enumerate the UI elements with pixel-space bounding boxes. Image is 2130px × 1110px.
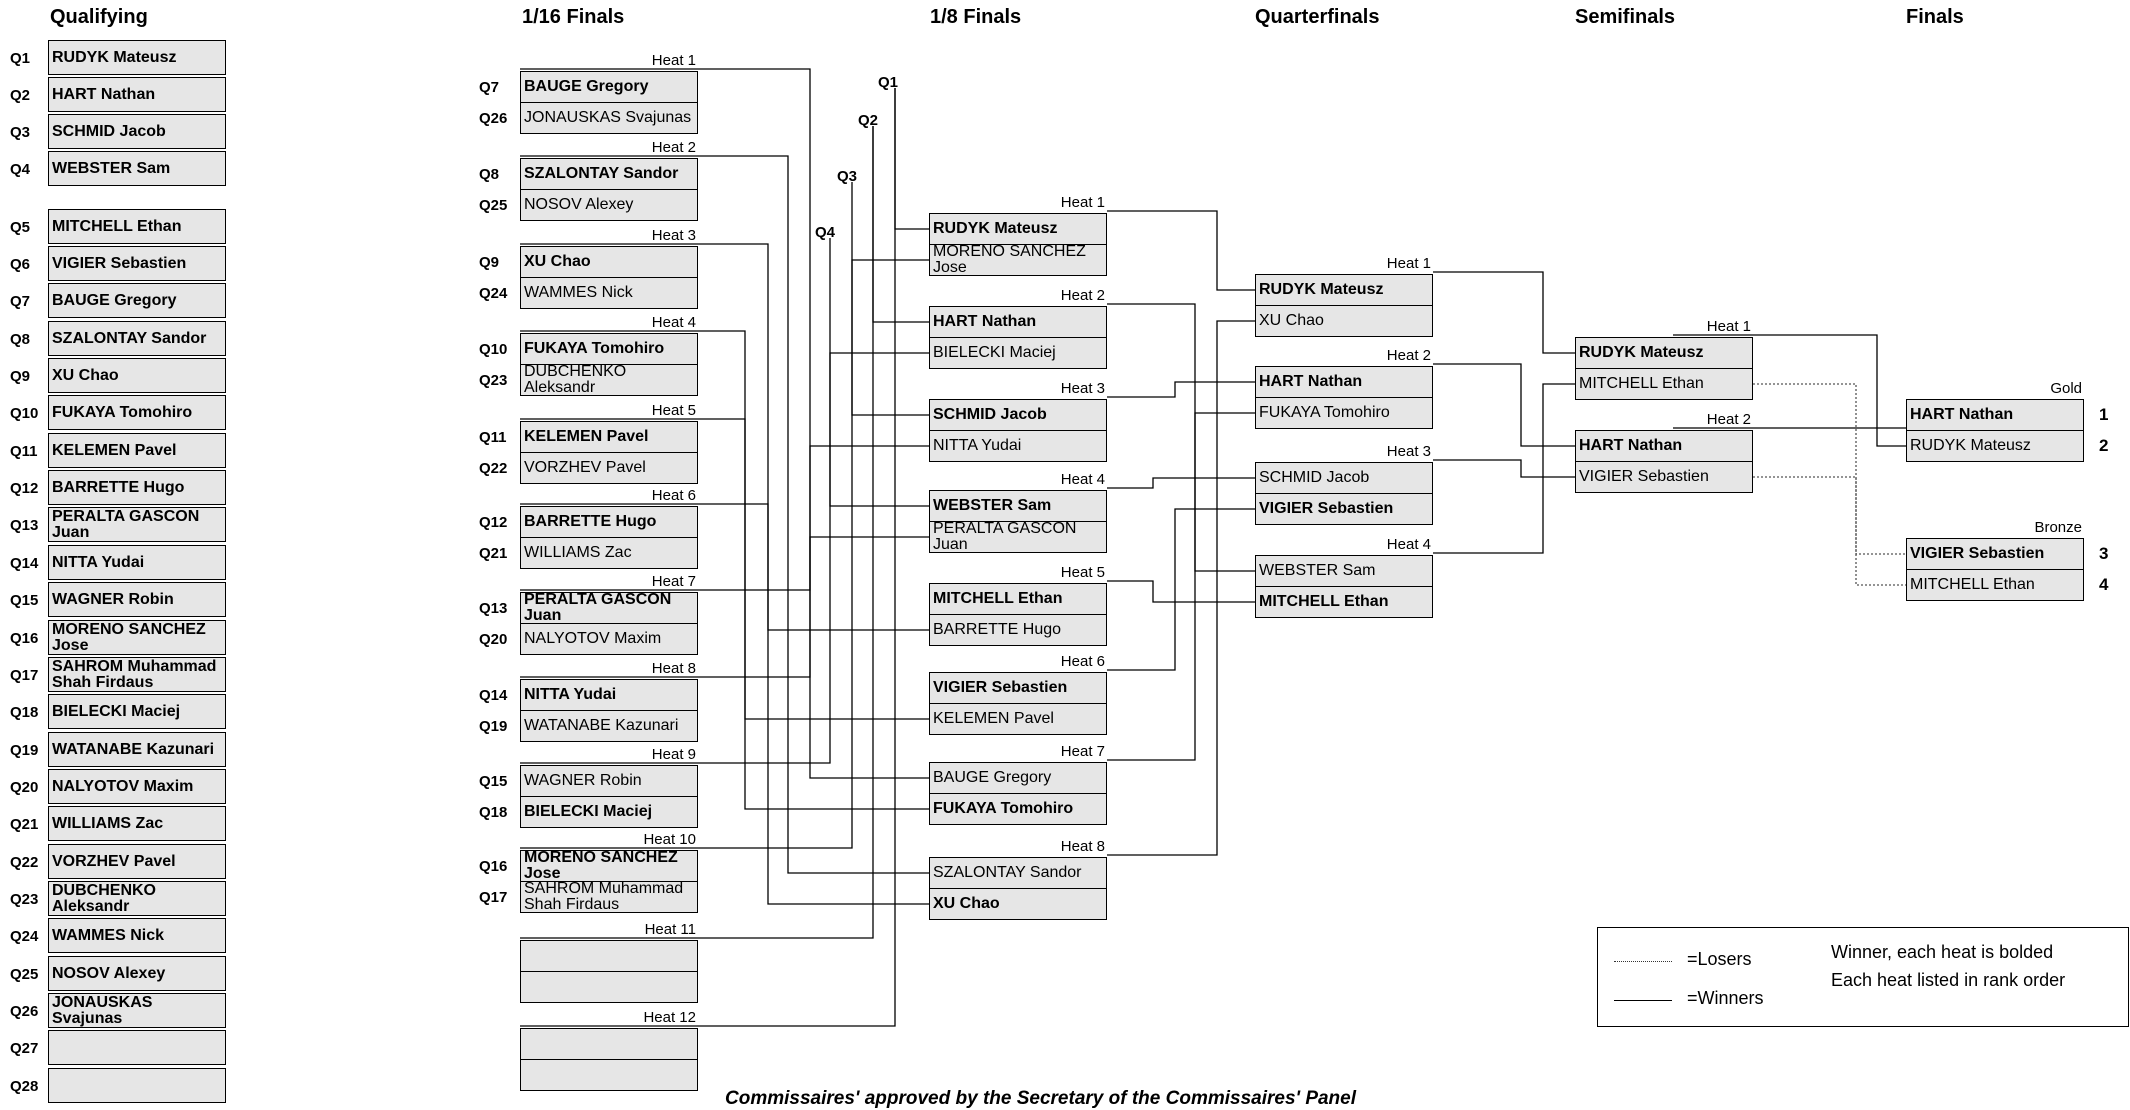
losers-line-sample (1614, 961, 1672, 962)
r8-rider-label: KELEMEN Pavel (933, 710, 1054, 727)
qual-seed: Q23 (10, 891, 39, 908)
qf-rider-label: WEBSTER Sam (1259, 562, 1376, 579)
qual-rider-label: SZALONTAY Sandor (52, 329, 207, 347)
r8-rider-label: VIGIER Sebastien (933, 679, 1068, 696)
qf-rider-label: VIGIER Sebastien (1259, 500, 1394, 517)
qual-rider-label: PERALTA GASCON Juan (52, 507, 200, 541)
qual-rider (48, 114, 226, 149)
r8-rider-label: XU Chao (933, 895, 1000, 912)
r16-heat-label: Heat 6 (651, 487, 696, 504)
qual-rider (48, 918, 226, 953)
r8-to-qf-line (1107, 413, 1255, 760)
qual-rider-label: NALYOTOV Maxim (52, 777, 194, 795)
r16-seed: Q23 (479, 372, 508, 389)
qual-rider-label: WAGNER Robin (52, 590, 174, 608)
qual-seed: Q1 (10, 50, 31, 67)
sf-to-bronze-line (1753, 477, 1906, 585)
r16-rider (520, 850, 698, 882)
qual-rider-label: HART Nathan (52, 85, 156, 103)
qual-rider (48, 582, 226, 617)
qual-seed: Q24 (10, 928, 39, 945)
qual-rider (48, 283, 226, 318)
qf-rider (1255, 493, 1433, 525)
final-rider (1906, 399, 2084, 431)
sf-rider-label: MITCHELL Ethan (1579, 375, 1704, 392)
r16-heat-label: Heat 4 (651, 314, 696, 331)
r16-rider (520, 537, 698, 569)
r16-seed: Q26 (479, 110, 508, 127)
qual-rider-label: JONAUSKAS Svajunas (52, 993, 153, 1027)
r8-rider-label: SCHMID Jacob (933, 406, 1047, 423)
qual-seed: Q17 (10, 667, 39, 684)
final-rank: 2 (2099, 436, 2109, 455)
header-sf: Semifinals (1575, 6, 1676, 28)
r16-seed: Q14 (479, 687, 508, 704)
qual-rider-label: NOSOV Alexey (52, 964, 166, 982)
r16-heat-label: Heat 2 (651, 139, 696, 156)
r16-rider (520, 623, 698, 655)
r16-seed: Q12 (479, 514, 508, 531)
r8-rider-label: BAUGE Gregory (933, 769, 1052, 786)
qf-heat-label: Heat 2 (1386, 347, 1431, 364)
final-rider-label: VIGIER Sebastien (1910, 545, 2045, 562)
qual-seed: Q5 (10, 219, 31, 236)
r8-rider (929, 583, 1107, 615)
r16-seed: Q8 (479, 166, 500, 183)
r8-rider (929, 614, 1107, 646)
legend-losers: =Losers (1687, 949, 1752, 969)
qual-seed: Q22 (10, 854, 39, 871)
r16-seed: Q22 (479, 460, 508, 477)
final-heat-label: Bronze (2034, 519, 2082, 536)
r8-to-qf-line (1107, 581, 1255, 602)
r16-rider-label: SZALONTAY Sandor (524, 165, 679, 182)
qual-seed: Q7 (10, 293, 31, 310)
qual-seed: Q10 (10, 405, 39, 422)
r16-rider-label: VORZHEV Pavel (524, 459, 646, 476)
r8-rider (929, 306, 1107, 338)
qual-rider-label: XU Chao (52, 366, 119, 384)
r16-rider (520, 421, 698, 453)
r16-heat-label: Heat 1 (651, 52, 696, 69)
r16-heat-label: Heat 12 (643, 1009, 696, 1026)
r16-rider (520, 971, 698, 1003)
r8-to-qf-line (1107, 382, 1255, 397)
r16-rider-label: NOSOV Alexey (524, 196, 634, 213)
qual-rider (48, 1068, 226, 1103)
qual-seed: Q16 (10, 630, 39, 647)
winners-line-sample (1614, 1000, 1672, 1001)
qual-rider (48, 151, 226, 186)
qual-seed: Q21 (10, 816, 39, 833)
bye-seed: Q4 (815, 224, 836, 241)
qf-rider (1255, 274, 1433, 306)
r8-to-qf-line (1107, 304, 1255, 571)
qf-rider (1255, 462, 1433, 494)
qual-seed: Q26 (10, 1003, 39, 1020)
r16-rider-label: SAHROM Muhammad Shah Firdaus (524, 881, 684, 913)
r16-heat-label: Heat 11 (644, 921, 696, 938)
sf-rider-label: VIGIER Sebastien (1579, 468, 1709, 485)
r16-rider-label: DUBCHENKO Aleksandr (524, 364, 627, 396)
r16-rider (520, 246, 698, 278)
qual-rider (48, 433, 226, 468)
legend-note-rank-order: Each heat listed in rank order (1831, 970, 2066, 990)
qf-rider (1255, 305, 1433, 337)
r8-rider (929, 793, 1107, 825)
final-rider (1906, 538, 2084, 570)
qual-seed: Q18 (10, 704, 39, 721)
r16-rider (520, 71, 698, 103)
r16-rider-label: WILLIAMS Zac (524, 544, 632, 561)
r8-heat-label: Heat 6 (1060, 653, 1105, 670)
header-qf: Quarterfinals (1255, 6, 1380, 28)
r16-rider-label: NITTA Yudai (524, 686, 617, 703)
r8-rider-label: RUDYK Mateusz (933, 220, 1058, 237)
r16-heat-label: Heat 5 (651, 402, 696, 419)
r8-rider-label: NITTA Yudai (933, 437, 1022, 454)
final-rank: 3 (2099, 544, 2109, 563)
bye-line (895, 88, 929, 229)
qual-rider (48, 956, 226, 991)
qual-rider (48, 657, 226, 692)
final-heat-label: Gold (2050, 380, 2082, 397)
qual-rider-label: SAHROM Muhammad Shah Firdaus (52, 657, 217, 691)
sf-rider (1575, 337, 1753, 369)
qual-rider-label: WATANABE Kazunari (52, 740, 215, 758)
r16-seed: Q21 (479, 545, 508, 562)
r16-seed: Q20 (479, 631, 508, 648)
qual-rider (48, 732, 226, 767)
qf-rider-label: SCHMID Jacob (1259, 469, 1370, 486)
qual-rider (48, 806, 226, 841)
qual-seed: Q20 (10, 779, 39, 796)
qual-rider (48, 1030, 226, 1065)
qual-rider-label: FUKAYA Tomohiro (52, 403, 193, 421)
qf-heat-label: Heat 4 (1386, 536, 1431, 553)
qual-seed: Q8 (10, 331, 31, 348)
qual-rider (48, 507, 226, 542)
qual-rider-label: RUDYK Mateusz (52, 48, 177, 66)
final-rider-label: HART Nathan (1910, 406, 2014, 423)
r16-heat-label: Heat 3 (651, 227, 696, 244)
r16-rider-label: PERALTA GASCON Juan (524, 592, 672, 624)
r16-rider (520, 364, 698, 396)
qual-rider (48, 40, 226, 75)
r16-seed: Q13 (479, 600, 508, 617)
r16-rider (520, 940, 698, 972)
r16-heat-label: Heat 10 (643, 831, 696, 848)
r16-seed: Q9 (479, 254, 500, 271)
final-rank: 1 (2099, 405, 2109, 424)
qual-seed: Q4 (10, 161, 31, 178)
r16-seed: Q10 (479, 341, 508, 358)
r16-seed: Q16 (479, 858, 508, 875)
qual-rider (48, 694, 226, 729)
footer-note: Commissaires' approved by the Secretary of the Commissaires' Panel (725, 1088, 1357, 1109)
r8-rider (929, 337, 1107, 369)
sf-rider (1575, 368, 1753, 400)
r8-heat-label: Heat 4 (1060, 471, 1105, 488)
r8-rider-label: SZALONTAY Sandor (933, 864, 1082, 881)
r16-seed: Q11 (479, 429, 507, 446)
final-rider-label: MITCHELL Ethan (1910, 576, 2035, 593)
qf-rider-label: XU Chao (1259, 312, 1324, 329)
r16-rider (520, 333, 698, 365)
qf-rider (1255, 555, 1433, 587)
qual-seed: Q6 (10, 256, 31, 273)
r16-rider (520, 158, 698, 190)
qual-seed: Q25 (10, 966, 39, 983)
r8-rider (929, 857, 1107, 889)
r16-rider-label: XU Chao (524, 253, 591, 270)
sf-heat-label: Heat 2 (1706, 411, 1751, 428)
qual-rider-label: BARRETTE Hugo (52, 478, 185, 496)
r16-rider-label: WAMMES Nick (524, 284, 633, 301)
r8-heat-label: Heat 5 (1060, 564, 1105, 581)
qual-rider-label: DUBCHENKO Aleksandr (52, 881, 156, 915)
r16-rider (520, 796, 698, 828)
bye-line (873, 126, 929, 322)
r16-rider (520, 710, 698, 742)
r16-rider (520, 1028, 698, 1060)
qual-rider (48, 545, 226, 580)
qual-rider (48, 321, 226, 356)
r16-seed: Q24 (479, 285, 508, 302)
r16-heat-label: Heat 9 (651, 746, 696, 763)
r8-heat-label: Heat 2 (1060, 287, 1105, 304)
final-rank: 4 (2099, 575, 2109, 594)
bye-line (852, 182, 929, 415)
r16-rider-label: BIELECKI Maciej (524, 803, 653, 820)
r16-rider-label: NALYOTOV Maxim (524, 630, 662, 647)
header-final: Finals (1906, 6, 1964, 28)
qf-to-sf-line (1433, 364, 1575, 446)
sf-rider-label: RUDYK Mateusz (1579, 344, 1704, 361)
qual-rider (48, 77, 226, 112)
r16-rider-label: WATANABE Kazunari (524, 717, 679, 734)
r16-rider (520, 189, 698, 221)
qual-seed: Q19 (10, 742, 39, 759)
qual-rider-label: KELEMEN Pavel (52, 441, 177, 459)
r16-rider-label: BARRETTE Hugo (524, 513, 657, 530)
r16-rider (520, 592, 698, 624)
r16-rider (520, 1059, 698, 1091)
r8-rider-label: MITCHELL Ethan (933, 590, 1063, 607)
r8-rider-label: WEBSTER Sam (933, 497, 1052, 514)
final-rider (1906, 430, 2084, 462)
r16-rider-label: FUKAYA Tomohiro (524, 340, 665, 357)
qf-heat-label: Heat 1 (1386, 255, 1431, 272)
r16-rider (520, 452, 698, 484)
qual-rider (48, 358, 226, 393)
r16-heat-label: Heat 8 (651, 660, 696, 677)
sf-to-bronze-line (1753, 384, 1906, 554)
qual-seed: Q12 (10, 480, 39, 497)
r8-rider (929, 888, 1107, 920)
r8-heat-label: Heat 8 (1060, 838, 1105, 855)
r16-seed: Q15 (479, 773, 508, 790)
legend-winners: =Winners (1687, 988, 1764, 1008)
r16-seed: Q25 (479, 197, 508, 214)
header-qualifying: Qualifying (50, 6, 148, 28)
qual-rider-label: VORZHEV Pavel (52, 852, 176, 870)
qf-rider (1255, 586, 1433, 618)
qual-seed: Q13 (10, 517, 39, 534)
sf-rider-label: HART Nathan (1579, 437, 1683, 454)
qual-rider-label: BIELECKI Maciej (52, 702, 181, 720)
qual-rider (48, 395, 226, 430)
r16-rider-label: JONAUSKAS Svajunas (524, 109, 692, 126)
r8-heat-label: Heat 1 (1060, 194, 1105, 211)
qual-seed: Q28 (10, 1078, 39, 1095)
qual-rider-label: SCHMID Jacob (52, 122, 166, 140)
qf-to-sf-line (1433, 272, 1575, 353)
r8-rider (929, 399, 1107, 431)
qual-rider-label: WAMMES Nick (52, 926, 165, 944)
qual-rider (48, 844, 226, 879)
qual-rider-label: VIGIER Sebastien (52, 254, 187, 272)
qual-rider (48, 769, 226, 804)
qual-rider-label: MORENO SANCHEZ Jose (52, 620, 206, 654)
qual-rider (48, 209, 226, 244)
qual-rider-label: WEBSTER Sam (52, 159, 171, 177)
r8-to-qf-line (1107, 509, 1255, 670)
r8-rider-label: BARRETTE Hugo (933, 621, 1062, 638)
qf-rider (1255, 366, 1433, 398)
r16-rider-label: MORENO SANCHEZ Jose (524, 850, 678, 882)
qual-rider (48, 470, 226, 505)
r16-rider (520, 277, 698, 309)
r8-heat-label: Heat 3 (1060, 380, 1105, 397)
r8-rider-label: MORENO SANCHEZ Jose (933, 244, 1086, 276)
r8-to-qf-line (1107, 211, 1255, 290)
qf-rider-label: FUKAYA Tomohiro (1259, 404, 1390, 421)
bye-seed: Q3 (837, 168, 858, 185)
qf-to-sf-line (1433, 460, 1575, 477)
qf-heat-label: Heat 3 (1386, 443, 1431, 460)
r8-heat-label: Heat 7 (1060, 743, 1105, 760)
r16-rider-label: WAGNER Robin (524, 772, 642, 789)
r8-rider (929, 703, 1107, 735)
bye-seed: Q1 (878, 74, 899, 91)
r8-rider (929, 672, 1107, 704)
qual-seed: Q11 (10, 443, 38, 460)
header-r16: 1/16 Finals (522, 6, 625, 28)
legend-note-winner-bold: Winner, each heat is bolded (1831, 942, 2054, 962)
r16-rider-label: KELEMEN Pavel (524, 428, 649, 445)
r16-seed: Q19 (479, 718, 508, 735)
bye-seed: Q2 (858, 112, 879, 129)
qual-seed: Q9 (10, 368, 31, 385)
qual-rider (48, 993, 226, 1028)
r8-rider (929, 244, 1107, 276)
r16-rider (520, 881, 698, 913)
sf-rider (1575, 461, 1753, 493)
qf-rider-label: RUDYK Mateusz (1259, 281, 1384, 298)
qual-rider-label: WILLIAMS Zac (52, 814, 164, 832)
r16-rider-label: BAUGE Gregory (524, 78, 649, 95)
qual-seed: Q15 (10, 592, 39, 609)
qual-seed: Q27 (10, 1040, 39, 1057)
r8-to-qf-line (1107, 478, 1255, 488)
r8-rider (929, 762, 1107, 794)
qual-rider-label: NITTA Yudai (52, 553, 145, 571)
r16-rider (520, 765, 698, 797)
r16-rider (520, 679, 698, 711)
qual-seed: Q14 (10, 555, 39, 572)
r8-to-qf-line (1107, 321, 1255, 855)
r16-rider (520, 506, 698, 538)
qf-to-sf-line (1433, 384, 1575, 553)
bye-line (830, 238, 929, 506)
sf-heat-label: Heat 1 (1706, 318, 1751, 335)
r16-seed: Q18 (479, 804, 508, 821)
r8-rider-label: HART Nathan (933, 313, 1037, 330)
qual-rider (48, 246, 226, 281)
r16-heat-label: Heat 7 (651, 573, 696, 590)
r8-rider (929, 213, 1107, 245)
r8-rider-label: BIELECKI Maciej (933, 344, 1056, 361)
sf-rider (1575, 430, 1753, 462)
r8-rider (929, 430, 1107, 462)
qf-rider (1255, 397, 1433, 429)
legend (1597, 927, 2129, 1027)
qf-rider-label: HART Nathan (1259, 373, 1363, 390)
header-r8: 1/8 Finals (930, 6, 1022, 28)
r8-rider-label: FUKAYA Tomohiro (933, 800, 1074, 817)
qual-seed: Q3 (10, 124, 31, 141)
r16-seed: Q17 (479, 889, 508, 906)
r16-seed: Q7 (479, 79, 500, 96)
qual-rider-label: BAUGE Gregory (52, 291, 177, 309)
qual-rider (48, 620, 226, 655)
final-rider (1906, 569, 2084, 601)
qual-rider-label: MITCHELL Ethan (52, 217, 182, 235)
r8-rider (929, 521, 1107, 553)
r8-rider-label: PERALTA GASCON Juan (933, 521, 1077, 553)
qf-rider-label: MITCHELL Ethan (1259, 593, 1389, 610)
r8-rider (929, 490, 1107, 522)
qual-rider (48, 881, 226, 916)
final-rider-label: RUDYK Mateusz (1910, 437, 2031, 454)
qual-seed: Q2 (10, 87, 31, 104)
r16-rider (520, 102, 698, 134)
